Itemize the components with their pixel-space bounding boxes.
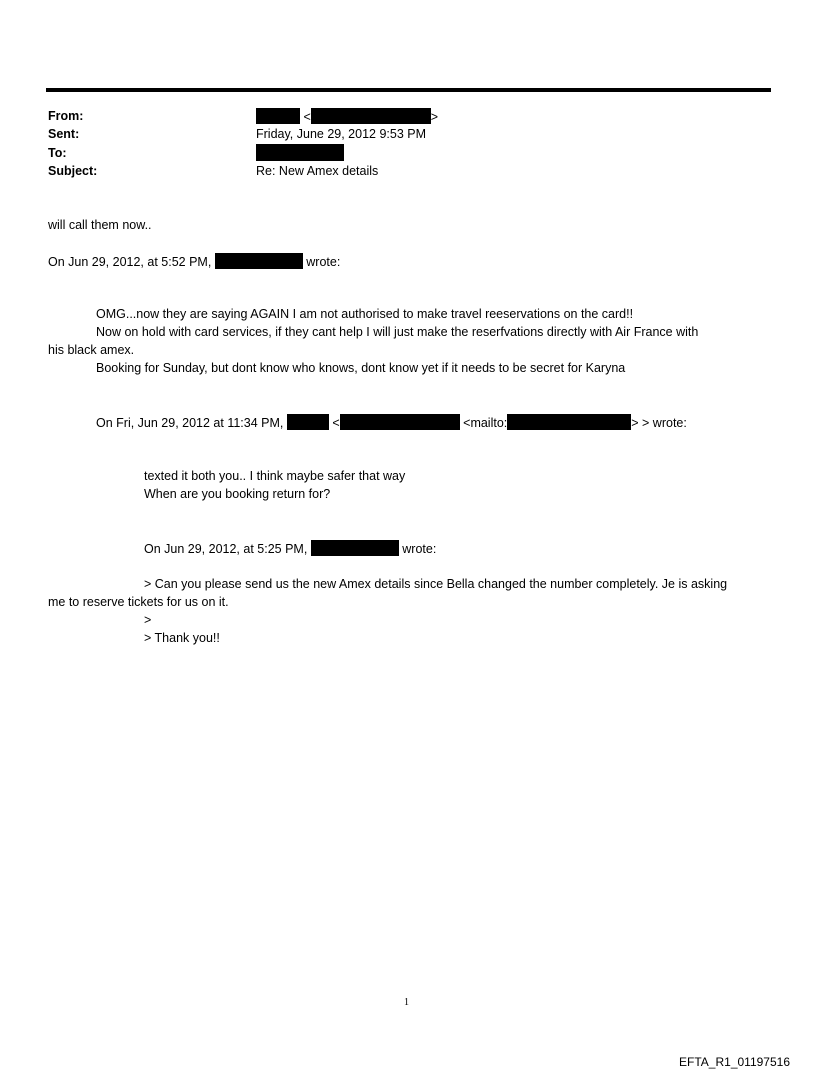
redaction-block (507, 414, 631, 430)
from-value (256, 108, 438, 126)
attribution-3-post: wrote: (402, 542, 437, 556)
attribution-1-post: wrote: (306, 255, 341, 269)
attribution-2-pre: On Fri, Jun 29, 2012 at 11:34 PM, (96, 416, 284, 430)
page-number: 1 (404, 997, 409, 1008)
quote-1-line-1: OMG...now they are saying AGAIN I am not authorised to make travel reeservations on the card!! (96, 307, 634, 321)
header-rule (46, 88, 771, 92)
attribution-1-pre: On Jun 29, 2012, at 5:52 PM, (48, 255, 212, 269)
subject-label: Subject: (48, 164, 98, 178)
document-id: EFTA_R1_01197516 (679, 1055, 790, 1069)
quote-3-line-2: me to reserve tickets for us on it. (48, 595, 229, 609)
quote-3-line-3: > (144, 613, 152, 627)
quote-1-line-2: Now on hold with card services, if they cant help I will just make the reserfvations directly with Air France with (96, 325, 699, 339)
attribution-2-mailto: <mailto: (463, 416, 508, 430)
body-line-1: will call them now.. (48, 218, 152, 232)
attribution-2-post: > > wrote: (631, 416, 687, 430)
attribution-2 (96, 414, 687, 432)
redaction-block (311, 540, 399, 556)
quote-2-line-2: When are you booking return for? (144, 487, 331, 501)
from-gt: > (430, 110, 439, 124)
to-label: To: (48, 146, 67, 160)
quote-2-line-1: texted it both you.. I think maybe safer that way (144, 469, 406, 483)
redaction-block (256, 108, 300, 124)
redaction-block (256, 144, 344, 161)
from-label: From: (48, 109, 84, 123)
redaction-block (311, 108, 431, 124)
redaction-block (340, 414, 460, 430)
quote-1-line-4: Booking for Sunday, but dont know who knows, dont know yet if it needs to be secret for Karyna (96, 361, 626, 375)
quote-1-line-3: his black amex. (48, 343, 135, 357)
from-lt: < (303, 110, 311, 124)
quote-3-line-1: > Can you please send us the new Amex details since Bella changed the number completely. Je is asking (144, 577, 728, 591)
attribution-2-lt: < (332, 416, 340, 430)
attribution-1 (48, 253, 340, 271)
sent-value: Friday, June 29, 2012 9:53 PM (256, 127, 427, 141)
redaction-block (287, 414, 329, 430)
quote-3-line-4: > Thank you!! (144, 631, 220, 645)
sent-label: Sent: (48, 127, 80, 141)
redaction-block (215, 253, 303, 269)
attribution-3-pre: On Jun 29, 2012, at 5:25 PM, (144, 542, 308, 556)
to-value (256, 144, 344, 163)
attribution-3 (144, 540, 436, 558)
subject-value: Re: New Amex details (256, 164, 379, 178)
